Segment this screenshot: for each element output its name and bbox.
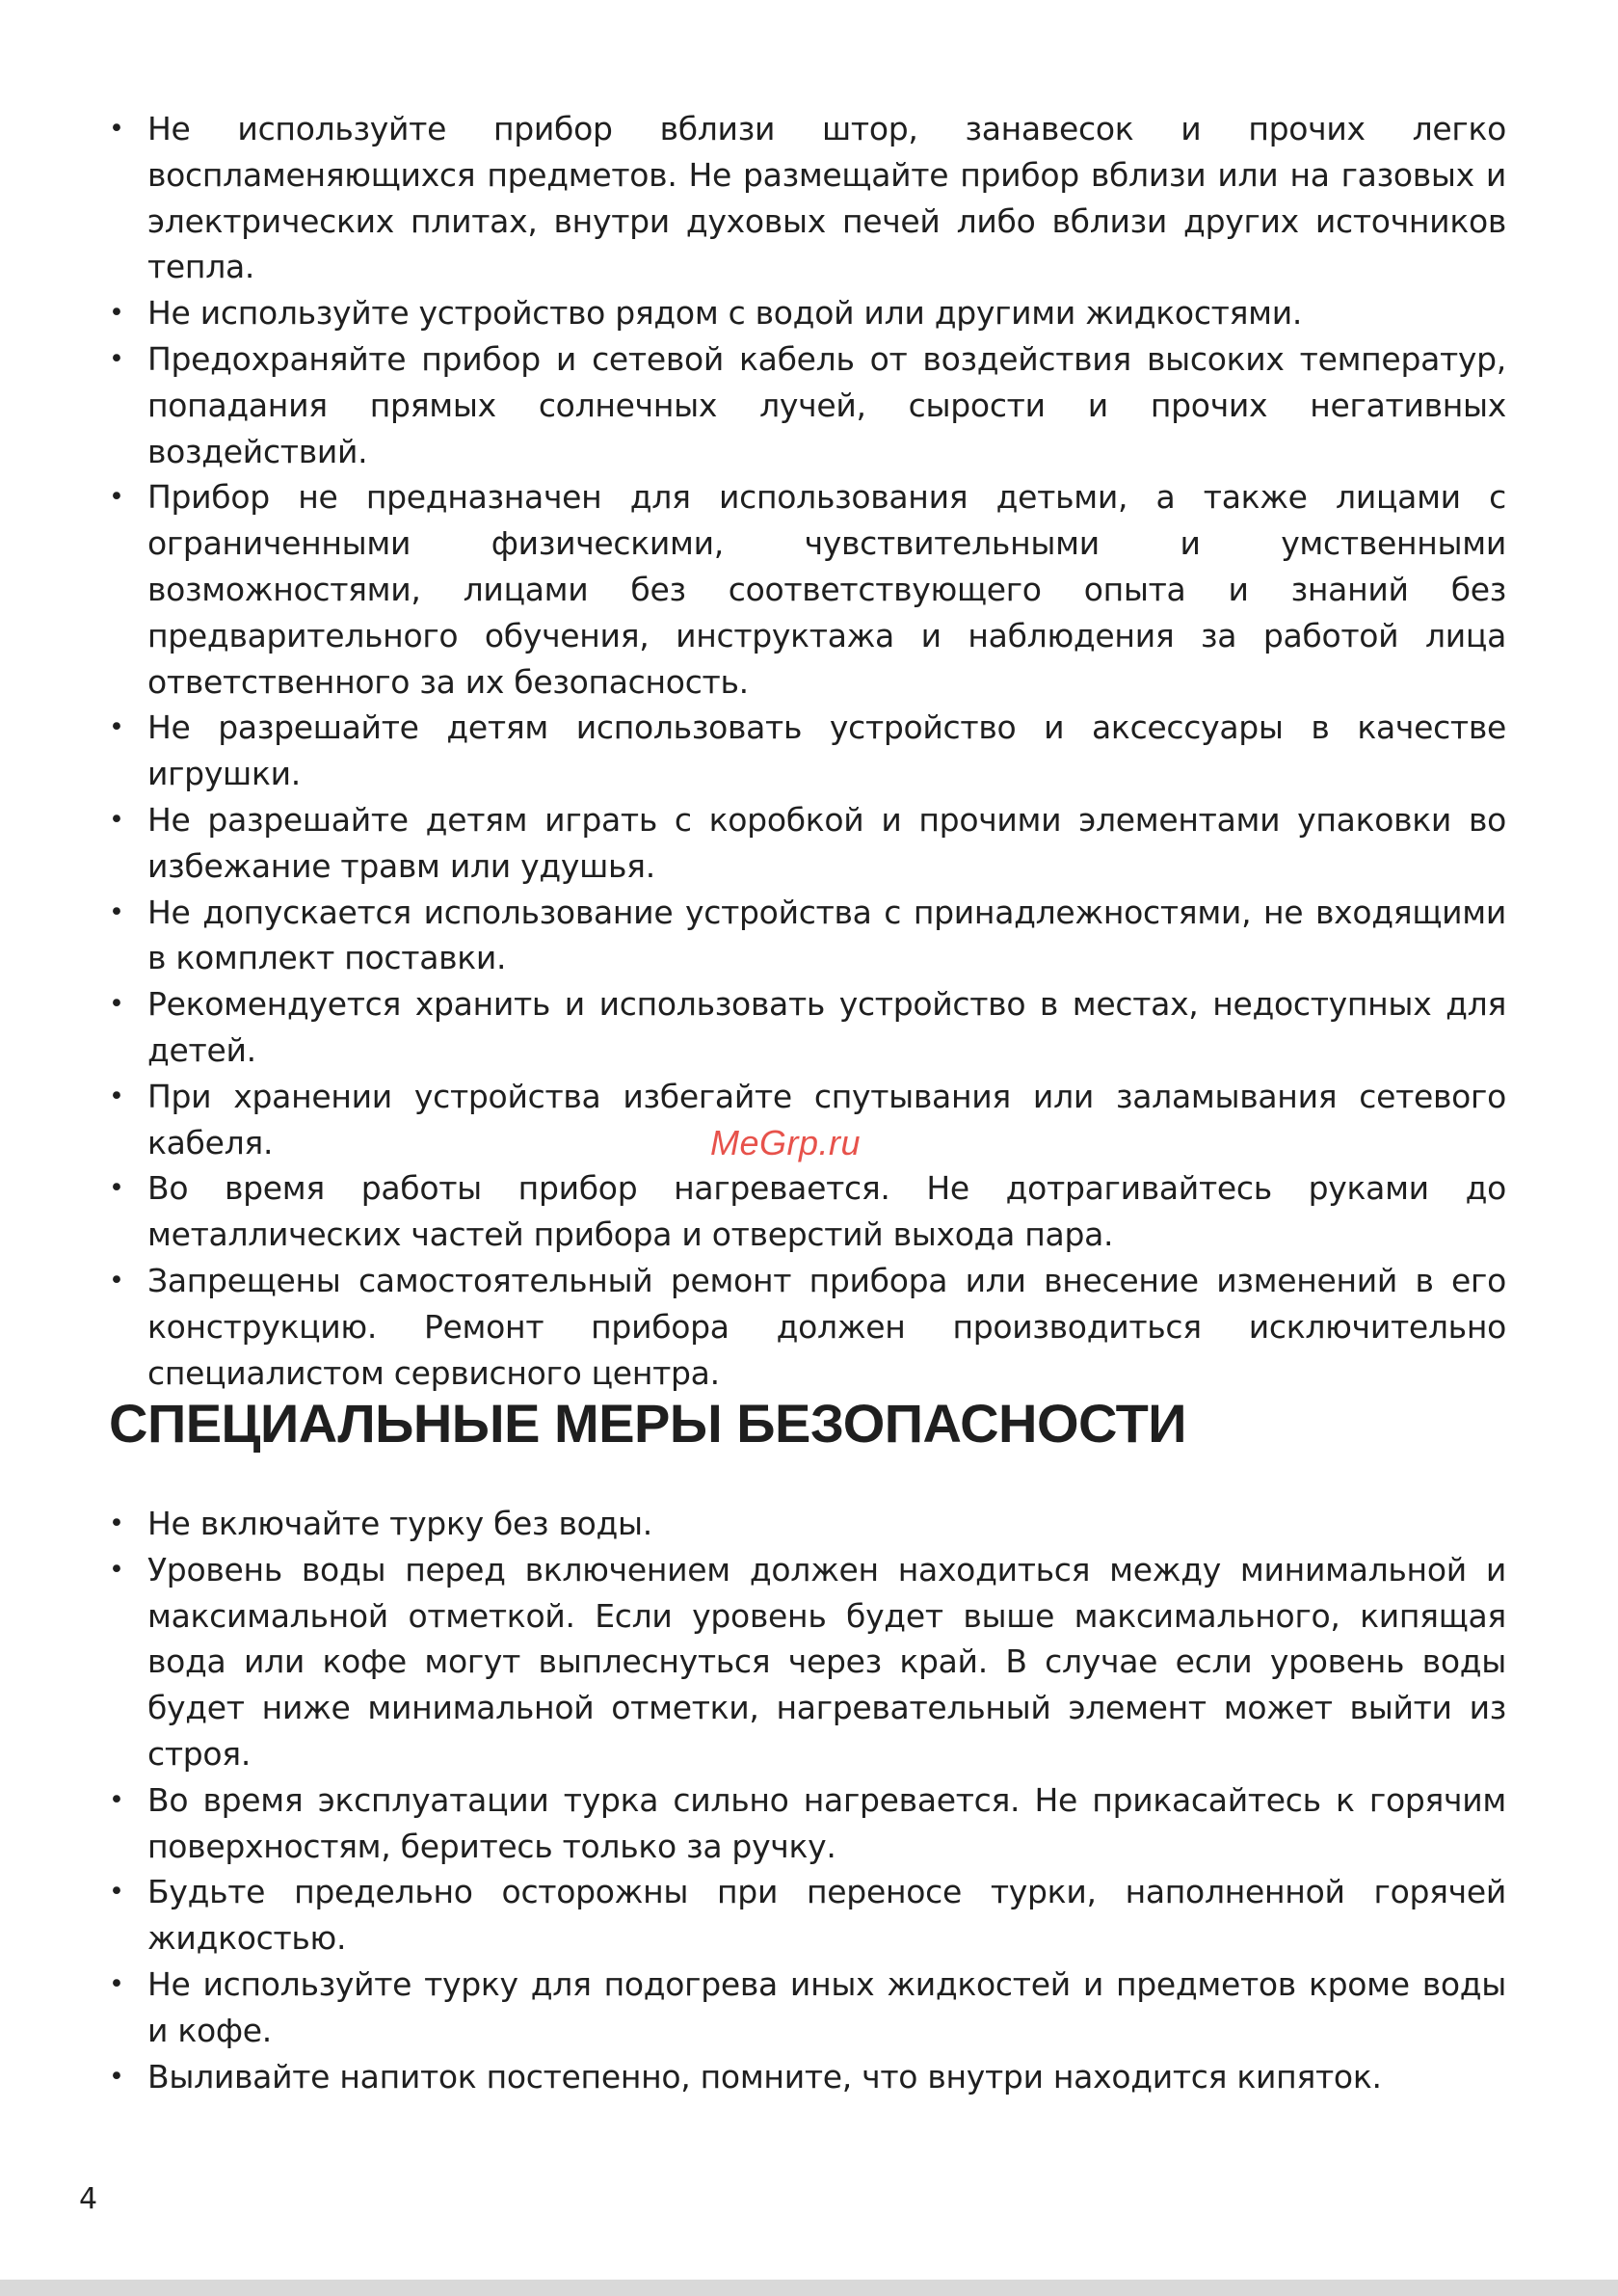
list-item: • Во время эксплуатации турка сильно нагревается. Не прикасайтесь к горячим поверхностям, беритесь только за ручку.: [109, 1777, 1506, 1870]
list-item: • Выливайте напиток постепенно, помните, что внутри находится кипяток.: [109, 2054, 1506, 2100]
watermark-text: MeGrp.ru: [710, 1123, 862, 1162]
list-item: • Запрещены самостоятельный ремонт прибора или внесение изменений в его конструкцию. Ремонт прибора должен производиться исключительно специалистом сервисного центра.: [109, 1258, 1506, 1396]
list-item: • Не используйте устройство рядом с водой или другими жидкостями.: [109, 290, 1506, 336]
special-safety-list: [109, 1501, 1506, 2099]
list-item: • Рекомендуется хранить и использовать устройство в местах, недоступных для детей.: [109, 981, 1506, 1074]
list-item: • Предохраняйте прибор и сетевой кабель от воздействия высоких температур, попадания прямых солнечных лучей, сырости и прочих негативных воздействий.: [109, 336, 1506, 474]
safety-list: [109, 106, 1506, 1396]
list-item: • Во время работы прибор нагревается. Не дотрагивайтесь руками до металлических частей прибора и отверстий выхода пара.: [109, 1165, 1506, 1258]
section-header: [109, 1390, 1506, 1457]
list-item: • Не используйте прибор вблизи штор, занавесок и прочих легко воспламеняющихся предметов. Не размещайте прибор вблизи или на газовых и электрических плитах, внутри духовых печей либо вблизи других источников тепла.: [109, 106, 1506, 290]
list-item: • Не допускается использование устройства с принадлежностями, не входящими в комплект поставки.: [109, 890, 1506, 982]
list-item: • Не используйте турку для подогрева иных жидкостей и предметов кроме воды и кофе.: [109, 1962, 1506, 2054]
page-number: 4: [79, 2182, 98, 2216]
list-item: • При хранении устройства избегайте спутывания или заламывания сетевого кабеля.: [109, 1074, 1506, 1166]
section-title: СПЕЦИАЛЬНЫЕ МЕРЫ БЕЗОПАСНОСТИ: [109, 1393, 1187, 1454]
list-item: • Не разрешайте детям использовать устройство и аксессуары в качестве игрушки.: [109, 705, 1506, 797]
list-item: • Будьте предельно осторожны при переносе турки, наполненной горячей жидкостью.: [109, 1869, 1506, 1962]
bottom-divider: [0, 2280, 1618, 2296]
list-item: • Не включайте турку без воды.: [109, 1501, 1506, 1547]
list-item: • Уровень воды перед включением должен находиться между минимальной и максимальной отметкой. Если уровень будет выше максимального, кипящая вода или кофе могут выплеснуться через край. В случае если уровень воды будет ниже минимальной отметки, нагревательный элемент может выйти из строя.: [109, 1547, 1506, 1777]
list-item: • Не разрешайте детям играть с коробкой и прочими элементами упаковки во избежание травм или удушья.: [109, 797, 1506, 890]
list-item: • Прибор не предназначен для использования детьми, а также лицами с ограниченными физическими, чувствительными и умственными возможностями, лицами без соответствующего опыта и знаний без предварительного обучения, инструктажа и наблюдения за работой лица ответственного за их безопасность.: [109, 474, 1506, 705]
